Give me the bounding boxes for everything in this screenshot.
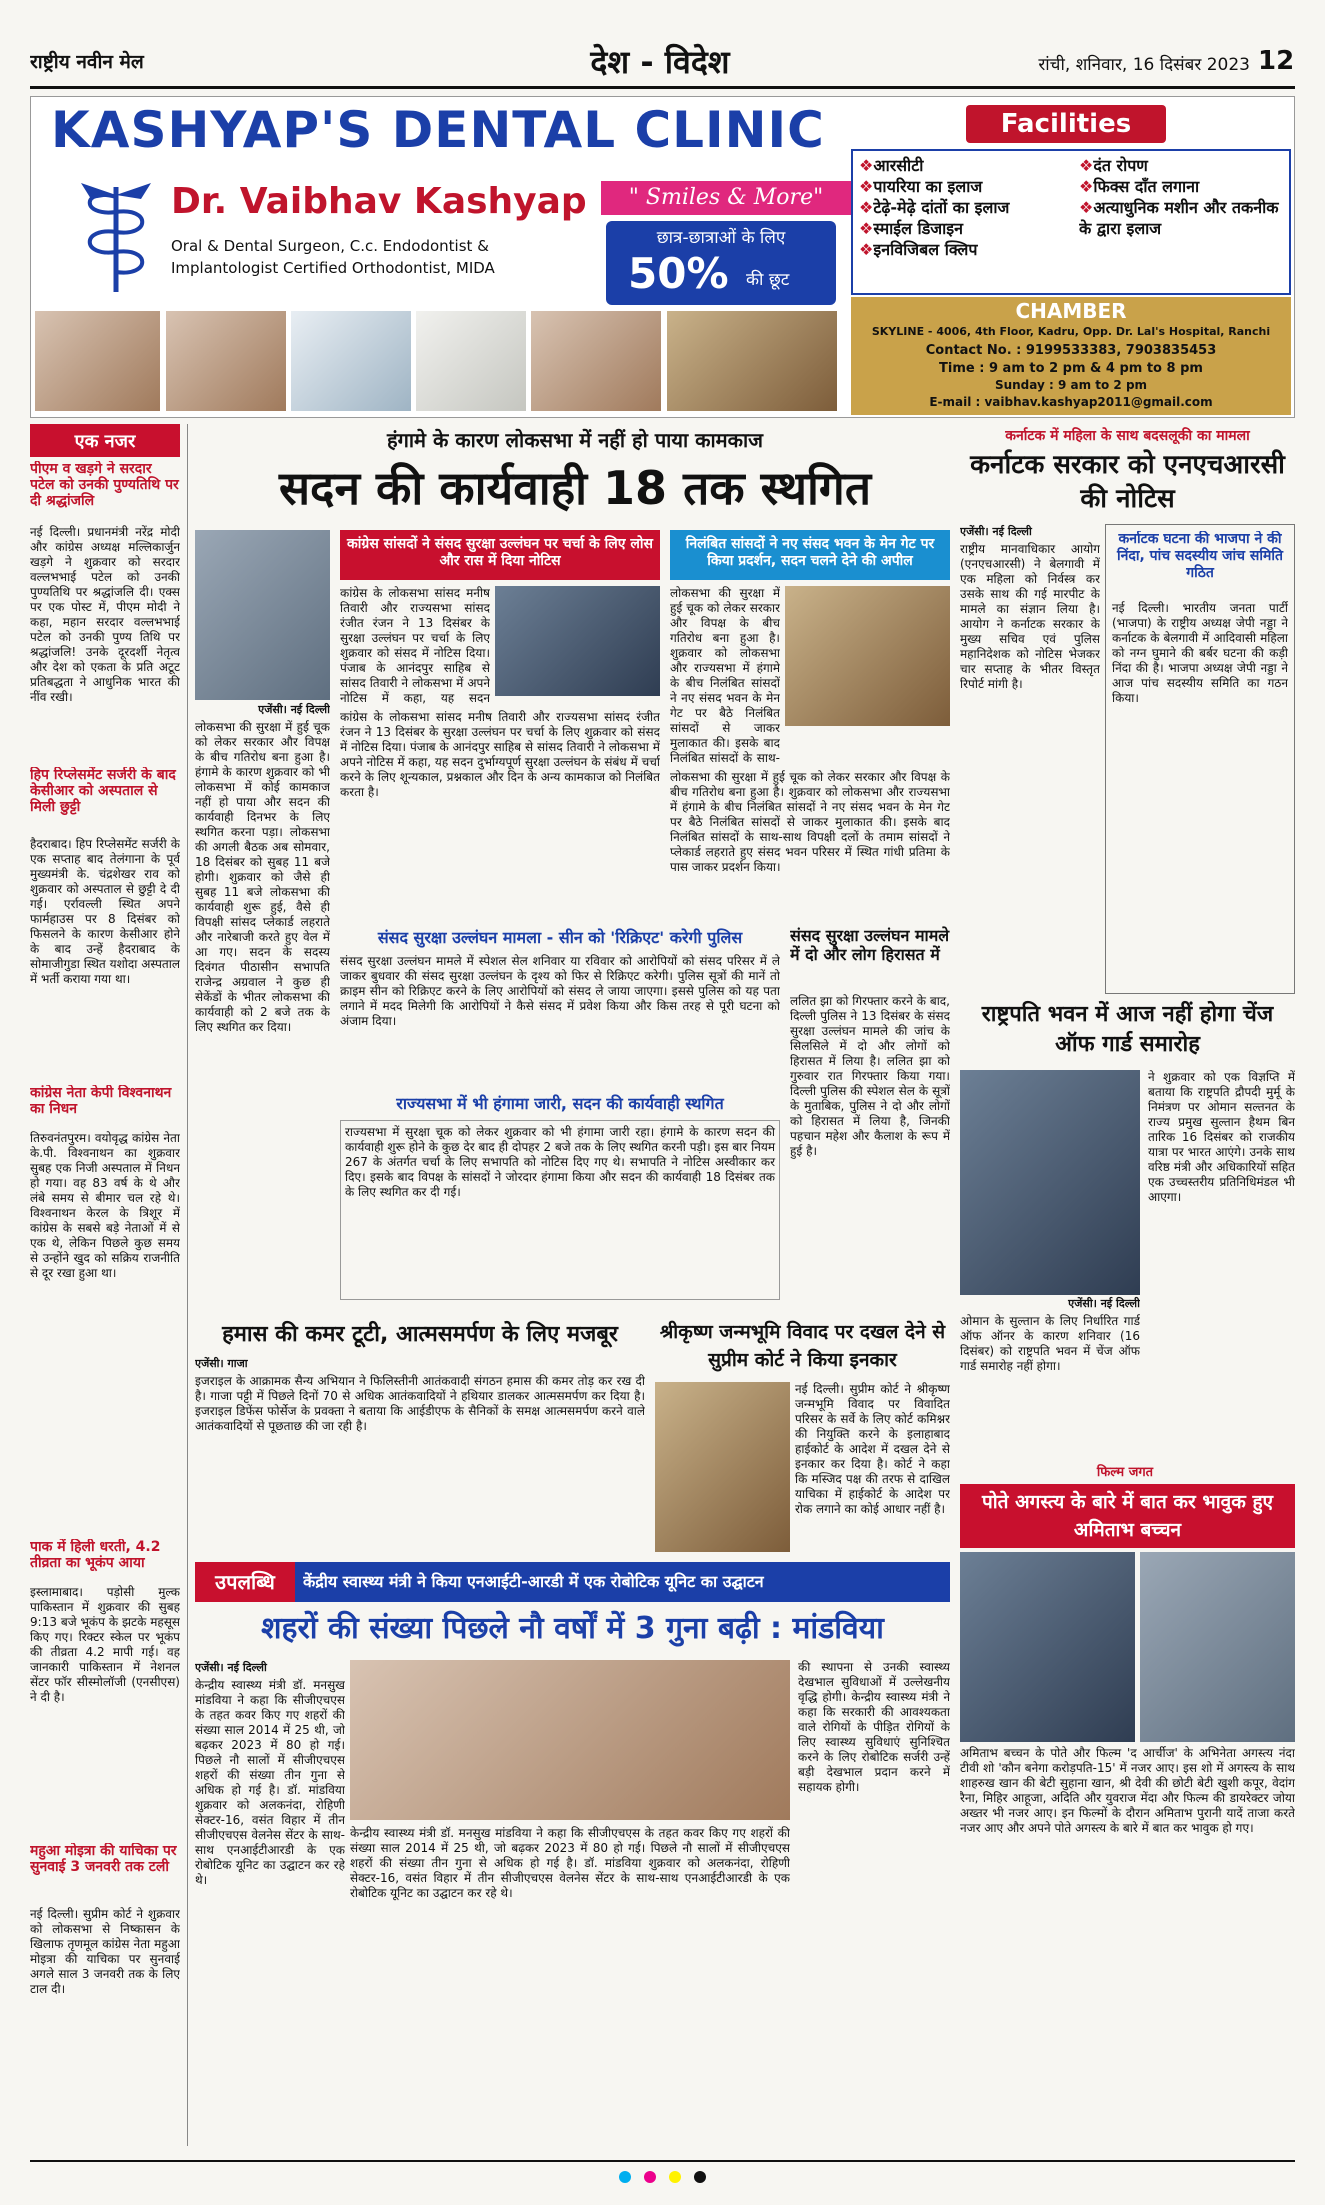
- tagline: " Smiles & More": [601, 181, 851, 215]
- police-body: संसद सुरक्षा उल्लंघन मामले में स्पेशल सेल शनिवार या रविवार को आरोपियों को संसद परिसर में ले जाकर बुधवार की संसद सुरक्षा उल्लंघन के दृश्य को फिर से रिक्रिएट करेगी। पुलिस सूत्रों की मानें तो क्राइम सीन को रिक्रिएट करने के लिए आरोपियों को संसद ले जाया जाएगा। इससे पुलिस को यह पता लगाने में मदद मिलेगी कि आरोपियों ने कैसे संसद में प्रवेश किया और किस तरह से पूरी घटना को अंजाम दिया।: [340, 954, 780, 1028]
- chamber-contact: Contact No. : 9199533383, 7903835453: [925, 343, 1217, 358]
- brief-headline: कांग्रेस नेता केपी विश्वनाथन का निधन: [30, 1085, 172, 1117]
- brief-body: नई दिल्ली। प्रधानमंत्री नरेंद्र मोदी और कांग्रेस अध्यक्ष मल्लिकार्जुन खड़गे ने शुक्रवार को सरदार वल्लभभाई पटेल को उनकी पुण्यतिथि पर श्रद्धांजलि दी। एक्स पर एक पोस्ट में, पीएम मोदी ने कहा, महान सरदार वल्लभभाई पटेल को उनकी पुण्य तिथि पर श्रद्धांजलि! उनके दूरदर्शी नेतृत्व और देश को एकता के प्रति अटूट प्रतिबद्धता ने आधुनिक भारत की नींव रखी।: [30, 525, 180, 704]
- rajya-headline: राज्यसभा में भी हंगामा जारी, सदन की कार्यवाही स्थगित: [396, 1094, 724, 1113]
- brief-headline: पीएम व खड़गे ने सरदार पटेल को उनकी पुण्यतिथि पर दी श्रद्धांजलि: [30, 461, 179, 509]
- section-title: देश - विदेश: [590, 43, 730, 81]
- facilities-right-list: [1079, 155, 1289, 239]
- health-subhead: केंद्रीय स्वास्थ्य मंत्री ने किया एनआईटी-आरडी में एक रोबोटिक यूनिट का उद्घाटन: [303, 1572, 764, 1591]
- film-kicker: फिल्म जगत: [1096, 1465, 1154, 1480]
- implant-photo: [291, 311, 411, 411]
- lead-body-col3-cont: लोकसभा की सुरक्षा में हुई चूक को लेकर सरकार और विपक्ष के बीच गतिरोध बना हुआ है। शुक्रवार को लोकसभा और राज्यसभा में हंगामे के बीच निलंबित सांसदों ने नए संसद भवन के मेन गेट पर बैठे निलंबित सांसदों से जाकर मुलाकात की। इसके बाद निलंबित सांसदों के साथ-साथ विपक्षी दलों के तमाम सांसदों ने प्लेकार्ड लहराते हुए संसद भवन परिसर में स्थित गांधी प्रतिमा के पास जाकर प्रदर्शन किया।: [670, 770, 950, 874]
- qualification-line-2: Implantologist Certified Orthodontist, MIDA: [171, 259, 495, 277]
- masthead-rule: [30, 86, 1295, 89]
- lead-subhead-1: कांग्रेस सांसदों ने संसद सुरक्षा उल्लंघन पर चर्चा के लिए लोस और रास में दिया नोटिस: [340, 530, 660, 580]
- child-patient-photo: [667, 311, 837, 411]
- facility-item: ❖ दंत रोपण: [1079, 155, 1289, 176]
- rajya-body: राज्यसभा में सुरक्षा चूक को लेकर शुक्रवार को भी हंगामा जारी रहा। हंगामे के कारण सदन की कार्यवाही शुरू होने के कुछ देर बाद ही दोपहर 2 बजे तक के लिए स्थगित करनी पड़ी। इस बार नियम 267 के अंतर्गत चर्चा के लिए सभापति को नोटिस दिए गए थे। सभापति ने नोटिस अस्वीकार कर दिए। इसके बाद विपक्ष के सांसदों ने जोरदार हंगामा किया और सदन की कार्यवाही 18 दिसंबर तक के लिए स्थगित कर दी गई।: [340, 1120, 780, 1300]
- registration-dot: [644, 2171, 656, 2183]
- manish-tewari-photo: [495, 586, 660, 696]
- lead-headline: सदन की कार्यवाही 18 तक स्थगित: [278, 461, 872, 515]
- lead-body-col1: लोकसभा की सुरक्षा में हुई चूक को लेकर सरकार और विपक्ष के बीच गतिरोध बना हुआ है। हंगामे के कारण शुक्रवार को भी लोकसभा में कोई कामकाज नहीं हो पाया और सदन की कार्यवाही दिनभर के लिए स्थगित करना पड़ा। लोकसभा की अगली बैठक अब सोमवार, 18 दिसंबर को सुबह 11 बजे होगी। शुक्रवार को जैसे ही सुबह 11 बजे लोकसभा की कार्यवाही शुरू हुई, वैसे ही विपक्षी सांसद प्लेकार्ड लहराते और नारेबाजी करते हुए वेल में आ गए। सदन के सदस्य दिवंगत पीठासीन सभापति राजेन्द्र अग्रवाल ने कुछ ही सेकेंडों के भीतर लोकसभा की कार्यवाही को 2 बजे तक के लिए स्थगित कर दिया।: [195, 720, 330, 1034]
- health-kicker: उपलब्धि: [195, 1562, 295, 1602]
- health-body-col3: की स्थापना से उनकी स्वास्थ्य देखभाल सुविधाओं में उल्लेखनीय वृद्धि होगी। केन्द्रीय स्वास्थ्य मंत्री ने कहा कि सरकारी की आवश्यकता वाले रोगियों के पीड़ित रोगियों के लिए स्वास्थ्य सुविधाएं सुनिश्चित करने के लिए रोबोटिक सर्जरी उन्हें बड़ी देखभाल प्रदान करने में सहायक होगी।: [798, 1660, 950, 1794]
- lead-subhead-2: निलंबित सांसदों ने नए संसद भवन के मेन गेट पर किया प्रदर्शन, सदन चलने देने की अपील: [670, 530, 950, 580]
- lead-photo: [195, 530, 330, 700]
- paper-name: राष्ट्रीय नवीन मेल: [30, 51, 144, 73]
- hamas-headline: हमास की कमर टूटी, आत्मसमर्पण के लिए मजबूर: [222, 1322, 618, 1347]
- krishna-body: नई दिल्ली। सुप्रीम कोर्ट ने श्रीकृष्ण जन्मभूमि विवाद पर विवादित परिसर के सर्वे के लिए कोर्ट कमिश्नर की नियुक्ति करने के इलाहाबाद हाईकोर्ट के आदेश में दखल देने से इनकार कर दिया है। कोर्ट ने कहा कि मस्जिद पक्ष की तरफ से दाखिल याचिका में हाईकोर्ट के आदेश पर रोक लगाने का कोई आधार नहीं है।: [795, 1382, 950, 1516]
- agastya-photo: [960, 1552, 1135, 1742]
- offer-percent: 50%: [628, 249, 729, 298]
- braces-photo: [166, 311, 286, 411]
- facility-item: ❖ स्माईल डिजाइन: [859, 218, 1079, 239]
- chamber-email: E-mail : vaibhav.kashyap2011@gmail.com: [929, 395, 1213, 409]
- facility-item: ❖ फिक्स दाँत लगाना: [1079, 176, 1289, 197]
- facilities-left-list: [859, 155, 1079, 260]
- lead-body-col2-cont: कांग्रेस के लोकसभा सांसद मनीष तिवारी और राज्यसभा सांसद रंजीत रंजन ने 13 दिसंबर के सुरक्षा उल्लंघन पर चर्चा के लिए शुक्रवार को संसद में नोटिस दिया। पंजाब के आनंदपुर साहिब से सांसद तिवारी ने लोकसभा में अपने नोटिस में कहा, यह सदन दुर्भाग्यपूर्ण सुरक्षा उल्लंघन के संबंध में चर्चा करने के लिए शून्यकाल, प्रश्नकाल और दिन के अन्य कामकाज को निलंबित करता है।: [340, 710, 660, 799]
- hamas-body: इजराइल के आक्रामक सैन्य अभियान ने फिलिस्तीनी आतंकवादी संगठन हमास की कमर तोड़ कर रख दी है। गाजा पट्टी में पिछले दिनों 70 से अधिक आतंकवादियों ने हथियार डालकर आत्मसमर्पण कर दिया है। इजराइल डिफेंस फोर्सेज के प्रवक्ता ने बताया कि आईडीएफ के सैनिकों के समक्ष आत्मसमर्पण करने वाले आतंकवादियों से पूछताछ की जा रही है।: [195, 1374, 645, 1433]
- offer-suffix: की छूट: [746, 270, 790, 290]
- smile-photo: [531, 311, 661, 411]
- color-registration-bar: [30, 2160, 1295, 2184]
- offer-line: छात्र-छात्राओं के लिए: [656, 228, 786, 248]
- karnataka-dateline: एजेंसी। नई दिल्ली: [960, 525, 1032, 538]
- date-line: रांची, शनिवार, 16 दिसंबर 2023: [1038, 55, 1250, 75]
- karnataka-kicker: कर्नाटक में महिला के साथ बदसलूकी का मामला: [1005, 428, 1250, 444]
- health-subhead-bar: [195, 1562, 950, 1602]
- facilities-title: Facilities: [966, 105, 1166, 143]
- facility-item: ❖ आरसीटी: [859, 155, 1079, 176]
- brief-body: हैदराबाद। हिप रिप्लेसमेंट सर्जरी के एक सप्ताह बाद तेलंगाना के पूर्व मुख्यमंत्री के. चंद्रशेखर राव को शुक्रवार को अस्पताल से छुट्टी दे दी गई। एर्रावल्ली स्थित अपने फार्महाउस पर 8 दिसंबर को फिसलने के कारण केसीआर होने के बाद उन्हें हैदराबाद के सोमाजीगुडा स्थित यशोदा अस्पताल में भर्ती कराया गया था।: [30, 837, 180, 986]
- brief-headline: हिप रिप्लेसमेंट सर्जरी के बाद केसीआर को अस्पताल से मिली छुट्टी: [30, 767, 176, 815]
- brief-body: तिरुवनंतपुरम। वयोवृद्ध कांग्रेस नेता के.पी. विश्वनाथन का शुक्रवार सुबह एक निजी अस्पताल में निधन हो गया। वह 83 वर्ष के थे और लंबे समय से बीमार चल रहे थे। विश्वनाथन केरल के त्रिशूर में कांग्रेस के सबसे बड़े नेताओं में से एक थे, लेकिन पिछले कुछ समय से उन्होंने खुद को सक्रिय राजनीति से दूर रखा हुआ था।: [30, 1131, 180, 1280]
- lead-photo-caption: एजेंसी। नई दिल्ली: [258, 703, 330, 716]
- qualification-line-1: Oral & Dental Surgeon, C.c. Endodontist &: [171, 237, 489, 255]
- guard-ceremony-photo: [960, 1070, 1140, 1295]
- ek-nazar-title: एक नजर: [30, 427, 180, 457]
- dentures-photo: [35, 311, 160, 411]
- lead-body-col3: लोकसभा की सुरक्षा में हुई चूक को लेकर सरकार और विपक्ष के बीच गतिरोध बना हुआ है। शुक्रवार को लोकसभा और राज्यसभा में हंगामे के बीच निलंबित सांसदों ने नए संसद भवन के मेन गेट पर बैठे निलंबित सांसदों से जाकर मुलाकात की। इसके बाद निलंबित सांसदों के साथ-: [670, 586, 780, 765]
- bjp-box: [1105, 524, 1295, 994]
- teeth-photo: [416, 311, 526, 411]
- health-event-photo: [350, 1660, 790, 1820]
- rashtrapati-headline: राष्ट्रपति भवन में आज नहीं होगा चेंज ऑफ गार्ड समारोह: [981, 1002, 1274, 1057]
- ek-nazar-column: [30, 424, 180, 2146]
- facility-item: ❖ टेढ़े-मेढ़े दांतों का इलाज: [859, 197, 1079, 218]
- bjp-box-headline: कर्नाटक घटना की भाजपा ने की निंदा, पांच सदस्यीय जांच समिति गठित: [1117, 531, 1283, 581]
- rashtrapati-caption: एजेंसी। नई दिल्ली: [1068, 1297, 1140, 1310]
- amitabh-body: अमिताभ बच्चन के पोते और फिल्म 'द आर्चीज' के अभिनेता अगस्त्य नंदा टीवी शो 'कौन बनेगा करोड़पति-15' में नजर आए। इस शो में अगस्त्य के साथ शाहरुख खान की बेटी सुहाना खान, श्री देवी की छोटी बेटी खुशी कपूर, वेदांग रैना, मिहिर आहूजा, अदिति और युवराज मेंदा और फिल्म की डायरेक्टर जोया अख्तर भी नजर आए। इन फिल्मों के दौरान अमिताभ पुरानी यादें ताजा करते नजर आए और अपने पोते अगस्त्य के बारे में बात कर भावुक हो गए।: [960, 1746, 1295, 1835]
- registration-dot: [669, 2171, 681, 2183]
- facility-item: ❖ इनविजिबल क्लिप: [859, 239, 1079, 260]
- doctor-name: Dr. Vaibhav Kashyap: [171, 181, 587, 222]
- brief-headline: पाक में हिली धरती, 4.2 तीव्रता का भूकंप आया: [30, 1539, 161, 1571]
- amitabh-photo: [1140, 1552, 1295, 1742]
- amitabh-headline: पोते अगस्त्य के बारे में बात कर भावुक हुए अमिताभ बच्चन: [960, 1484, 1295, 1548]
- page-number: 12: [1258, 46, 1295, 76]
- lead-kicker: हंगामे के कारण लोकसभा में नहीं हो पाया कामकाज: [387, 428, 763, 452]
- hamas-dateline: एजेंसी। गाजा: [195, 1357, 248, 1370]
- facility-item: ❖ अत्याधुनिक मशीन और तकनीक के द्वारा इलाज: [1079, 197, 1289, 239]
- registration-dot: [619, 2171, 631, 2183]
- health-headline: शहरों की संख्या पिछले नौ वर्षों में 3 गुना बढ़ी : मांडविया: [261, 1611, 884, 1646]
- bjp-box-body: नई दिल्ली। भारतीय जनता पार्टी (भाजपा) के राष्ट्रीय अध्यक्ष जेपी नड्डा ने कर्नाटक के बेलगावी में आदिवासी महिला को नग्न घुमाने की बर्बर घटना की कड़ी निंदा की है। भाजपा अध्यक्ष जेपी नड्डा ने आज पांच सदस्यीय समिति का गठन किया।: [1112, 601, 1288, 705]
- student-offer-box: [606, 221, 836, 305]
- brief-headline: महुआ मोइत्रा की याचिका पर सुनवाई 3 जनवरी तक टली: [30, 1843, 177, 1875]
- facility-item: ❖ पायरिया का इलाज: [859, 176, 1079, 197]
- karnataka-headline: कर्नाटक सरकार को एनएचआरसी की नोटिस: [970, 450, 1285, 514]
- facilities-box: [851, 149, 1291, 295]
- security-body: ललित झा को गिरफ्तार करने के बाद, दिल्ली पुलिस ने 13 दिसंबर के संसद सुरक्षा उल्लंघन मामले की जांच के सिलसिले में दो और लोगों को हिरासत में लिया है। ललित झा को गुरुवार रात गिरफ्तार किया गया। दिल्ली पुलिस की स्पेशल सेल के सूत्रों के मुताबिक, पुलिस ने दो और लोगों को हिरासत में लिया है, जिनकी पहचान महेश और कैलाश के रूप में हुई है।: [790, 994, 950, 1158]
- clinic-name: KASHYAP'S DENTAL CLINIC: [51, 101, 825, 159]
- protest-photo: [785, 586, 950, 726]
- chamber-box: [851, 297, 1291, 415]
- rashtrapati-body2: ओमान के सुल्तान के लिए निर्धारित गार्ड ऑफ ऑनर के कारण शनिवार (16 दिसंबर) को राष्ट्रपति भवन में चेंज ऑफ गार्ड समारोह नहीं होगा।: [960, 1314, 1140, 1373]
- health-body-cont: केन्द्रीय स्वास्थ्य मंत्री डॉ. मनसुख मांडविया ने कहा कि सीजीएचएस के तहत कवर किए गए शहरों की संख्या साल 2014 में 25 थी, जो बढ़कर 2023 में 80 हो गई। पिछले नौ सालों में सीजीएचएस शहरों की संख्या तीन गुना से अधिक हो गई है। डॉ. मांडविया शुक्रवार को अलकनंदा, रोहिणी सेक्टर-16, वसंत विहार में तीन सीजीएचएस वेलनेस सेंटर के साथ-साथ एनआईटीआरडी के एक रोबोटिक यूनिट का उद्घाटन कर रहे थे।: [350, 1826, 790, 1900]
- krishna-headline: श्रीकृष्ण जन्मभूमि विवाद पर दखल देने से सुप्रीम कोर्ट ने किया इनकार: [659, 1321, 946, 1371]
- health-body: केन्द्रीय स्वास्थ्य मंत्री डॉ. मनसुख मांडविया ने कहा कि सीजीएचएस के तहत कवर किए गए शहरों की संख्या साल 2014 में 25 थी, जो बढ़कर 2023 में 80 हो गई। पिछले नौ सालों में सीजीएचएस शहरों की संख्या तीन गुना से अधिक हो गई है। डॉ. मांडविया शुक्रवार को अलकनंदा, रोहिणी सेक्टर-16, वसंत विहार में तीन सीजीएचएस वेलनेस सेंटर के साथ-साथ एनआईटीआरडी के एक रोबोटिक यूनिट का उद्घाटन कर रहे थे।: [195, 1678, 345, 1887]
- caduceus-logo: [71, 177, 161, 297]
- rashtrapati-body: ने शुक्रवार को एक विज्ञप्ति में बताया कि राष्ट्रपति द्रौपदी मुर्मू के निमंत्रण पर ओमान सल्तनत के राज्य प्रमुख सुल्तान हैथम बिन तारिक 16 दिसंबर को राजकीय यात्रा पर भारत आएंगे। उनके साथ वरिष्ठ मंत्री और अधिकारियों सहित एक उच्चस्तरीय प्रतिनिधिमंडल भी आएगा।: [1148, 1070, 1295, 1204]
- registration-dot: [694, 2171, 706, 2183]
- security-headline: संसद सुरक्षा उल्लंघन मामले में दो और लोग हिरासत में: [790, 926, 950, 964]
- dental-clinic-ad: [30, 96, 1295, 418]
- chamber-title: CHAMBER: [1015, 299, 1127, 323]
- karnataka-body: राष्ट्रीय मानवाधिकार आयोग (एनएचआरसी) ने बेलगावी में एक महिला को निर्वस्त्र कर उसके साथ की गई मारपीट के मामले का संज्ञान लिया है। आयोग ने कर्नाटक सरकार के मुख्य सचिव एवं पुलिस महानिदेशक को नोटिस भेजकर चार सप्ताह के भीतर विस्तृत रिपोर्ट मांगी है।: [960, 542, 1100, 691]
- police-headline: संसद सुरक्षा उल्लंघन मामला - सीन को 'रिक्रिएट' करेगी पुलिस: [377, 928, 743, 947]
- temple-mosque-photo: [655, 1382, 790, 1552]
- health-dateline: एजेंसी। नई दिल्ली: [195, 1661, 267, 1674]
- lead-body-col2: कांग्रेस के लोकसभा सांसद मनीष तिवारी और राज्यसभा सांसद रंजीत रंजन ने 13 दिसंबर के सुरक्षा उल्लंघन पर चर्चा के लिए शुक्रवार को संसद में नोटिस दिया। पंजाब के आनंदपुर साहिब से सांसद तिवारी ने लोकसभा में अपने नोटिस में कहा, यह सदन: [340, 586, 490, 705]
- chamber-address: SKYLINE - 4006, 4th Floor, Kadru, Opp. Dr. Lal's Hospital, Ranchi: [871, 325, 1271, 338]
- chamber-sunday: Sunday : 9 am to 2 pm: [994, 378, 1148, 392]
- chamber-time: Time : 9 am to 2 pm & 4 pm to 8 pm: [939, 361, 1203, 376]
- column-rule: [187, 424, 188, 2146]
- brief-body: नई दिल्ली। सुप्रीम कोर्ट ने शुक्रवार को लोकसभा से निष्कासन के खिलाफ तृणमूल कांग्रेस नेता महुआ मोइत्रा की याचिका पर सुनवाई अगले साल 3 जनवरी तक के लिए टाल दी।: [30, 1907, 180, 1996]
- brief-body: इस्लामाबाद। पड़ोसी मुल्क पाकिस्तान में शुक्रवार की सुबह 9:13 बजे भूकंप के झटके महसूस किए गए। रिक्टर स्केल पर भूकंप की तीव्रता 4.2 मापी गई। वह जानकारी पाकिस्तान में नेशनल सेंटर फॉर सीस्मोलॉजी (एनसीएस) ने दी है।: [30, 1585, 180, 1704]
